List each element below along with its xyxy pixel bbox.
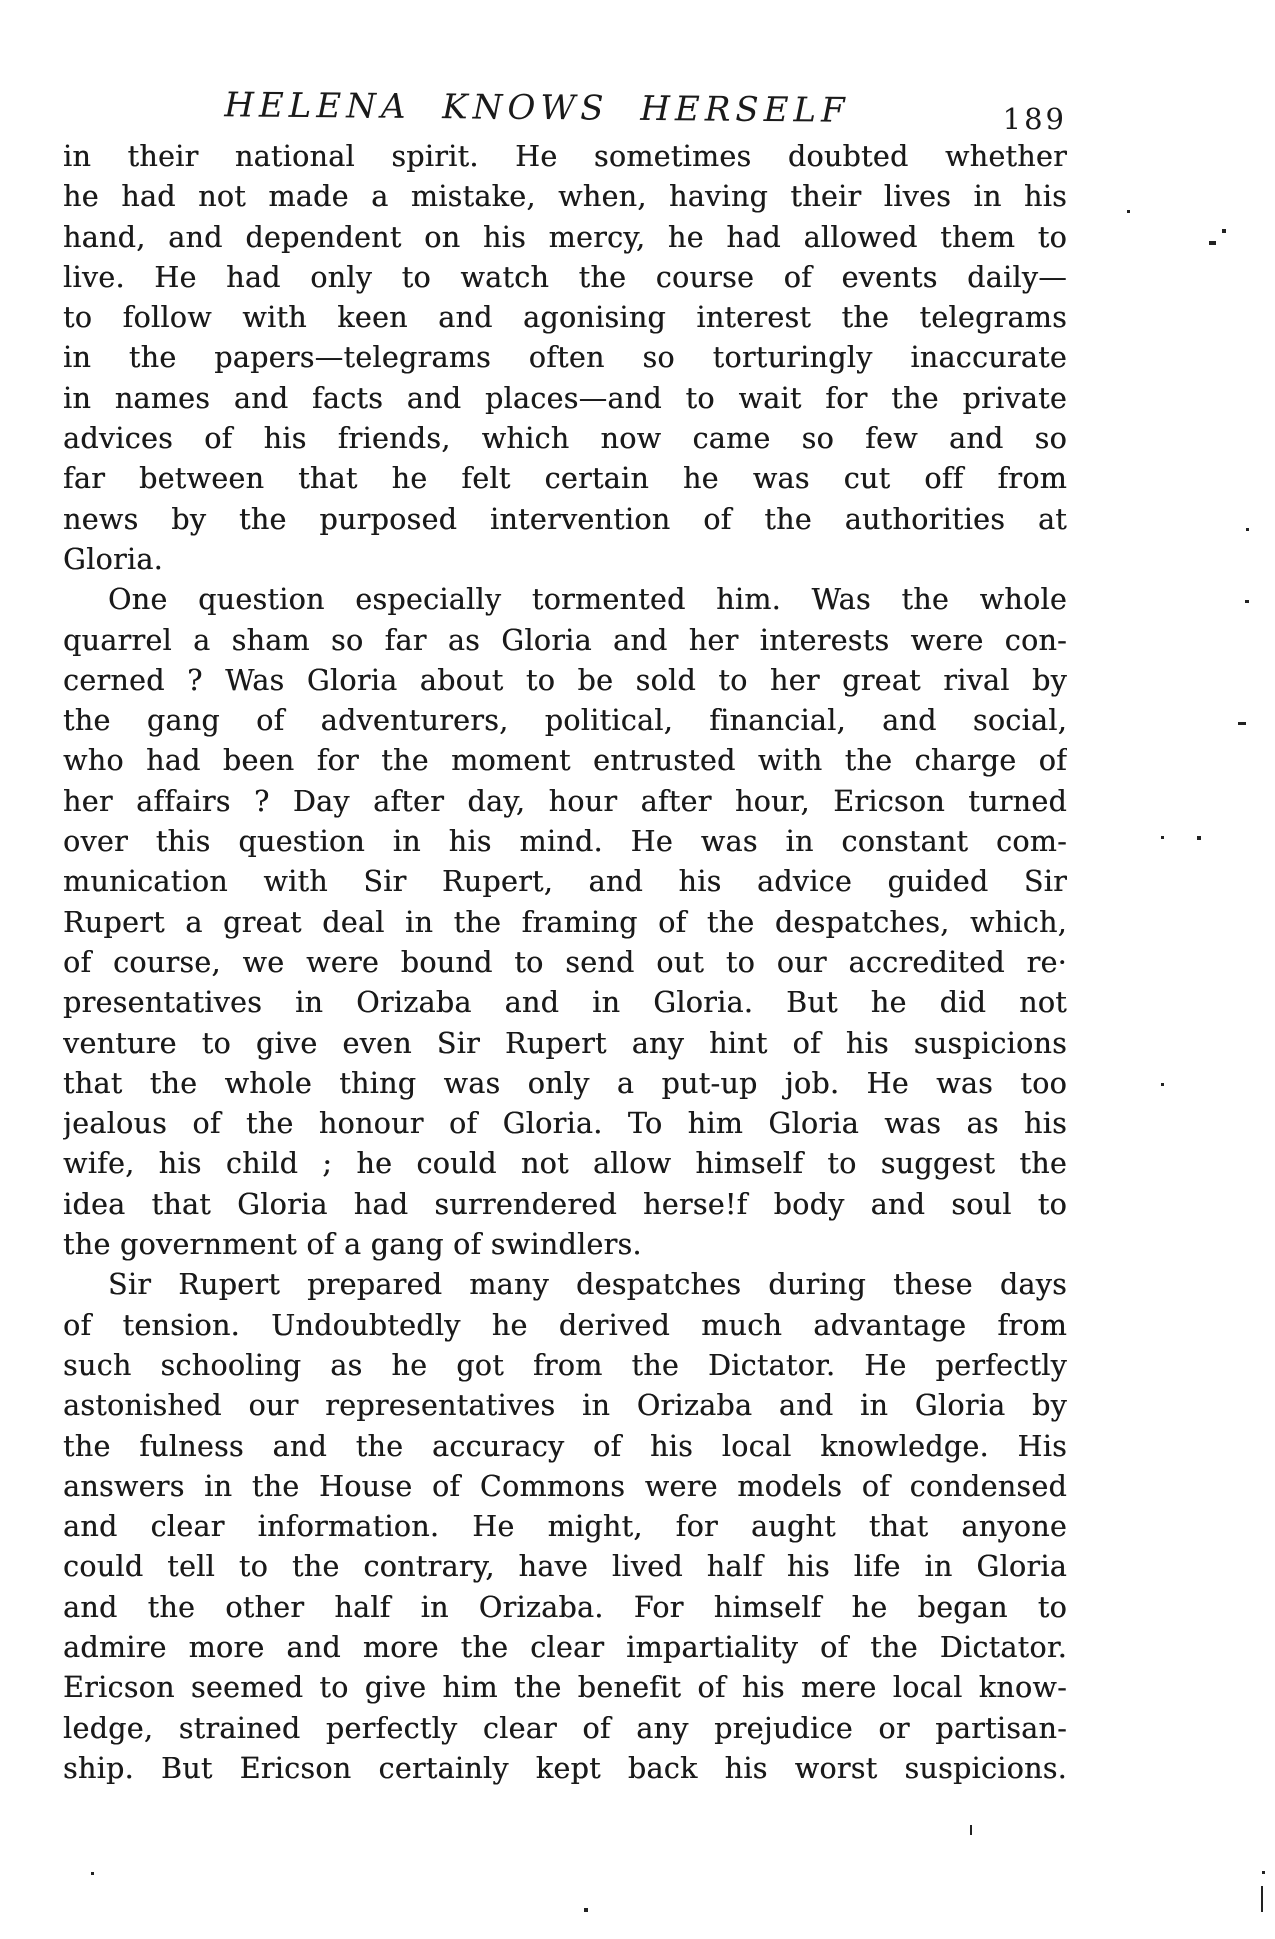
text-line: in their national spirit. He sometimes doubted whether [63,140,1067,173]
text-line: presentatives in Orizaba and in Gloria. But he did not [63,986,1067,1020]
text-line: far between that he felt certain he was cut off from [63,462,1067,496]
text-line: her affairs ? Day after day, hour after hour, Ericson turned [63,784,1067,818]
text-line: munication with Sir Rupert, and his advice guided Sir [63,865,1067,899]
text-line: of tension. Undoubtedly he derived much advantage from [63,1308,1067,1342]
scan-speck [1161,836,1164,839]
text-line: admire more and more the clear impartiality of the Dictator. [63,1630,1067,1664]
text-line: that the whole thing was only a put-up job. He was too [63,1066,1067,1100]
text-line: advices of his friends, which now came so few and so [63,422,1067,456]
scan-speck [1238,722,1246,725]
text-line: the government of a gang of swindlers. [63,1228,642,1262]
text-line: live. He had only to watch the course of events daily— [63,260,1067,294]
scan-speck [1127,210,1130,213]
scan-speck [1209,241,1216,245]
running-header-title: HELENA KNOWS HERSELF [224,85,850,131]
text-line: One question especially tormented him. Was the whole [108,583,1067,617]
scan-speck [91,1872,94,1875]
page-header [63,85,1067,144]
text-line: Sir Rupert prepared many despatches during these days [108,1268,1067,1302]
text-line: quarrel a sham so far as Gloria and her interests were con- [63,623,1067,657]
scan-speck [1245,600,1249,603]
text-line: and clear information. He might, for aught that anyone [63,1510,1067,1544]
text-line: the fulness and the accuracy of his local knowledge. His [63,1429,1067,1463]
text-line: cerned ? Was Gloria about to be sold to her great rival by [63,663,1067,697]
scan-speck [1246,528,1249,531]
text-line: in the papers—telegrams often so torturingly inaccurate [63,341,1067,375]
text-line: the gang of adventurers, political, financial, and social, [63,704,1067,738]
text-line: astonished our representatives in Orizaba and in Gloria by [63,1389,1067,1423]
scan-speck [970,1825,972,1835]
scan-speck [1197,836,1201,840]
text-line: in names and facts and places—and to wait for the private [63,381,1067,415]
page-body-text [63,137,1067,1789]
text-line: ship. But Ericson certainly kept back his worst suspicions. [63,1751,1067,1785]
text-line: to follow with keen and agonising interest the telegrams [63,301,1067,335]
text-line: answers in the House of Commons were models of condensed [63,1469,1067,1503]
text-line: who had been for the moment entrusted with the charge of [63,744,1067,778]
text-line: venture to give even Sir Rupert any hint of his suspicions [63,1026,1067,1060]
text-line: news by the purposed intervention of the authorities at [63,502,1067,536]
scan-speck [1161,1083,1164,1086]
text-line: hand, and dependent on his mercy, he had allowed them to [63,220,1067,254]
scan-speck [1261,1886,1263,1912]
text-line: ledge, strained perfectly clear of any prejudice or partisan- [63,1711,1067,1745]
text-line: Ericson seemed to give him the benefit of his mere local know- [63,1671,1067,1705]
text-line: over this question in his mind. He was in constant com- [63,825,1067,859]
scan-speck [1222,229,1226,233]
text-line: Gloria. [63,542,163,576]
scan-speck [584,1908,588,1912]
text-line: wife, his child ; he could not allow himself to suggest the [63,1147,1067,1181]
text-line: he had not made a mistake, when, having their lives in his [63,180,1067,214]
text-line: such schooling as he got from the Dictator. He perfectly [63,1348,1067,1382]
text-line: of course, we were bound to send out to our accredited re· [63,945,1067,979]
text-line: Rupert a great deal in the framing of the despatches, which, [63,905,1067,939]
scan-speck [1262,1871,1265,1874]
text-line: and the other half in Orizaba. For himself he began to [63,1590,1067,1624]
text-line: could tell to the contrary, have lived half his life in Gloria [63,1550,1067,1584]
page-number: 189 [1002,102,1067,136]
text-line: jealous of the honour of Gloria. To him Gloria was as his [63,1107,1067,1141]
text-line: idea that Gloria had surrendered herse!f body and soul to [63,1187,1067,1221]
